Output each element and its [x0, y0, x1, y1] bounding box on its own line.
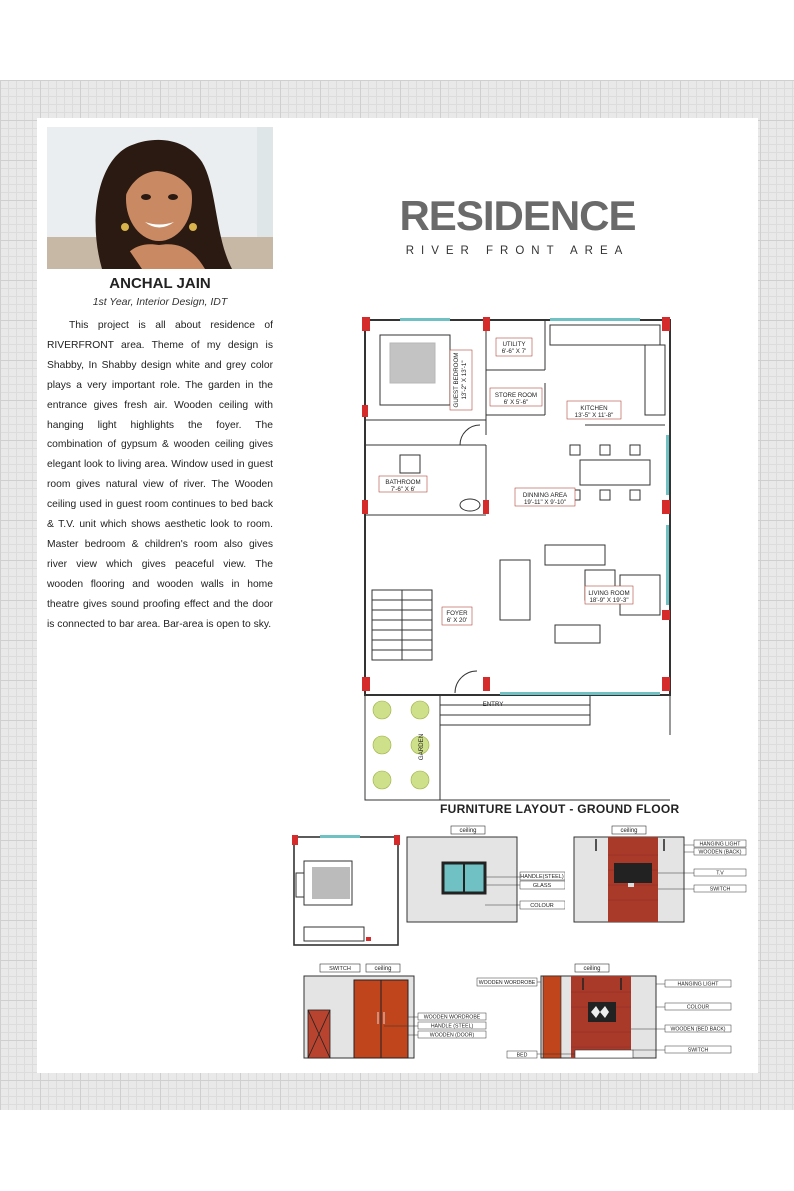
- switch-label-b: SWITCH: [329, 966, 351, 972]
- hanging-light-label-b: HANGING LIGHT: [677, 981, 719, 988]
- ceiling-label-b: ceiling: [620, 828, 638, 834]
- wooden-bed-back-label: WOODEN (BED BACK): [670, 1026, 726, 1033]
- room-dinning-name: DINNING AREA: [522, 492, 568, 499]
- floor-plan: [360, 315, 680, 805]
- glass-label: GLASS: [532, 883, 552, 889]
- profile-photo: [47, 127, 273, 269]
- author-name: ANCHAL JAIN: [109, 275, 211, 292]
- handle-steel-label-b: HANDLE (STEEL): [430, 1023, 474, 1030]
- room-foyer-size: 6' X 20': [446, 617, 468, 624]
- wooden-door-label: WOODEN (DOOR): [429, 1032, 475, 1039]
- bed-label: BED: [516, 1052, 528, 1059]
- switch-label-a: SWITCH: [709, 886, 731, 893]
- wooden-wordrobe-label-b: WOODEN WORDROBE: [478, 980, 536, 986]
- room-store-name: STORE ROOM: [494, 392, 538, 399]
- room-dinning-size: 19'-11" X 9'-10": [523, 499, 567, 506]
- window-wall-elevation: [405, 825, 565, 930]
- plan-caption: FURNITURE LAYOUT - GROUND FLOOR: [440, 802, 680, 816]
- room-living-size: 18'-9" X 19'-3": [589, 597, 629, 604]
- author-role: 1st Year, Interior Design, IDT: [92, 296, 228, 308]
- entry-label: ENTRY: [482, 701, 504, 708]
- tv-wall-elevation: [572, 825, 752, 930]
- project-description: This project is all about residence of RIVERFRONT area. Theme of my design is Shabby, In Shabby design white and grey color plays a very important role. The garden in the entrance gives fresh air. Wooden ceiling with hanging light highlights the foyer. The combination of gypsum & wooden ceiling gives elegant look to living area. Window used in guest room gives natural view of river. The Wooden ceiling used in guest room continues to bed back & T.V. unit which shows aesthetic look to room. Master bedroom & children's room also gives river view which gives peaceful view. The wooden flooring and wooden walls in home theatre gives sound proofing effect and the door is connected to bar area. Bar-area is open to sky.: [47, 320, 273, 630]
- ceiling-label-a: ceiling: [459, 828, 477, 834]
- room-utility-name: UTILITY: [502, 341, 526, 348]
- room-bathroom-name: BATHROOM: [385, 479, 421, 486]
- switch-label-c: SWITCH: [687, 1047, 709, 1054]
- handle-steel-label: HANDLE(STEEL): [520, 874, 564, 880]
- ceiling-label-d: ceiling: [583, 966, 601, 972]
- bed-back-wall-elevation: [475, 962, 755, 1067]
- colour-label-a: COLOUR: [530, 903, 554, 909]
- room-utility-size: 6'-6" X 7': [501, 348, 527, 355]
- garden-label: GARDEN: [418, 733, 425, 761]
- page-title: RESIDENCE: [399, 192, 636, 239]
- page-subtitle: RIVER FRONT AREA: [405, 245, 630, 257]
- tv-label: T.V: [716, 870, 724, 877]
- colour-label-b: COLOUR: [686, 1004, 710, 1011]
- room-kitchen-name: KITCHEN: [580, 405, 608, 412]
- room-guest-bedroom-size: 13'-2" X 13'-1": [461, 360, 468, 400]
- room-living-name: LIVING ROOM: [588, 590, 630, 597]
- room-kitchen-size: 13'-5" X 11'-8": [574, 412, 614, 419]
- room-bathroom-size: 7'-6" X 6': [390, 486, 416, 493]
- wardrobe-wall-elevation: [300, 962, 490, 1067]
- hanging-light-label-a: HANGING LIGHT: [699, 841, 741, 848]
- wooden-back-label: WOODEN (BACK): [698, 849, 742, 856]
- room-guest-bedroom-name: GUEST BEDROOM: [453, 352, 460, 408]
- room-foyer-name: FOYER: [446, 610, 468, 617]
- room-store-size: 6' X 5'-6": [503, 399, 529, 406]
- ceiling-label-c: ceiling: [374, 966, 392, 972]
- wooden-wordrobe-label-a: WOODEN WORDROBE: [423, 1014, 481, 1021]
- bedroom-mini-plan: [290, 833, 402, 956]
